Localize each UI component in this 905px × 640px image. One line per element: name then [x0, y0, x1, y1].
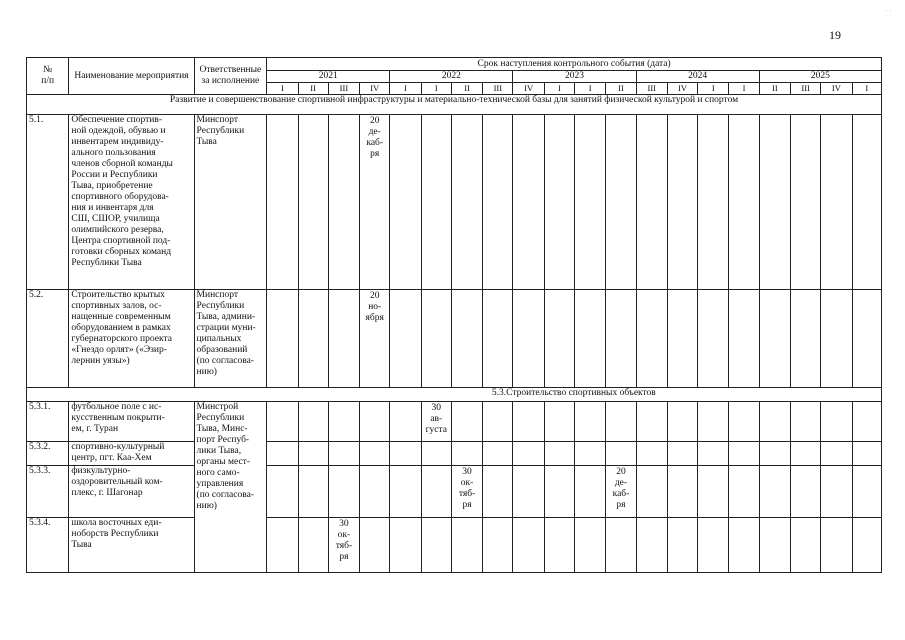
- row-responsible: Минспорт Республики Тыва, админи- страции муни- ципальных образований (по согласова- нию): [194, 290, 267, 388]
- header-name: Наименование мероприятия: [69, 58, 194, 95]
- header-quarter: III: [483, 83, 513, 95]
- header-quarter: I: [852, 83, 881, 95]
- section-infrastructure: Развитие и совершенствование спортивной инфраструктуры и материально-технической базы для занятий физической культурой и спортом: [27, 95, 882, 115]
- event-date: 20 де- каб- ря: [606, 466, 636, 518]
- header-quarter: III: [791, 83, 821, 95]
- table-row: [27, 442, 882, 466]
- header-quarter: I: [421, 83, 451, 95]
- header-quarter: I: [390, 83, 421, 95]
- header-year: 2023: [513, 71, 636, 83]
- row-name: Обеспечение спортив- ной одеждой, обувью и инвентарем индивиду- ального пользования членов сборной команды России и Республики Тыва, приобретение спортивного оборудова- ния и инвентаря для СШ, СШОР, училища олимпийского резерва, Центра спортивной под- готовки сборных команд Республики Тыва: [69, 115, 194, 290]
- table-row: [27, 402, 882, 442]
- header-quarter: IV: [513, 83, 544, 95]
- scan-mark: · ·: [885, 7, 892, 15]
- header-quarter: IV: [667, 83, 697, 95]
- row-number: 5.2.: [27, 290, 69, 388]
- header-year: 2024: [636, 71, 759, 83]
- row-name: школа восточных еди- ноборств Республики Тыва: [69, 518, 194, 573]
- table-row: [27, 115, 882, 290]
- header-quarter: IV: [821, 83, 852, 95]
- row-name: физкультурно- оздоровительный ком- плекс, г. Шагонар: [69, 466, 194, 518]
- header-quarter: III: [328, 83, 359, 95]
- header-year: 2021: [267, 71, 390, 83]
- event-date: 20 но- ября: [360, 290, 390, 388]
- header-quarter: IV: [360, 83, 390, 95]
- row-name: футбольное поле с ис- кусственным покрыти- ем, г. Туран: [69, 402, 194, 442]
- row-number: 5.3.3.: [27, 466, 69, 518]
- row-name: спортивно-культурный центр, пгт. Каа-Хем: [69, 442, 194, 466]
- header-quarter: I: [544, 83, 574, 95]
- header-deadline: Срок наступления контрольного события (дата): [267, 58, 882, 71]
- header-quarter: I: [698, 83, 729, 95]
- header-quarter: II: [759, 83, 790, 95]
- section-construction: 5.3.Строительство спортивных объектов: [267, 388, 882, 402]
- row-responsible: Минстрой Республики Тыва, Минс- порт Респуб- лики Тыва, органы мест- ного само- управления (по согласова- нию): [194, 402, 267, 573]
- control-events-table: [26, 57, 882, 573]
- header-year: 2022: [390, 71, 513, 83]
- event-date: 30 ок- тяб- ря: [451, 466, 482, 518]
- header-quarter: III: [636, 83, 667, 95]
- header-year: 2025: [759, 71, 881, 83]
- table-row: [27, 290, 882, 388]
- header-quarter: II: [451, 83, 482, 95]
- table-row: [27, 466, 882, 518]
- event-date: 20 де- каб- ря: [360, 115, 390, 290]
- event-date: 30 ав- густа: [421, 402, 451, 442]
- header-quarter: II: [606, 83, 636, 95]
- row-number: 5.1.: [27, 115, 69, 290]
- page-number: 19: [829, 28, 841, 42]
- event-date: 30 ок- тяб- ря: [328, 518, 359, 573]
- row-number: 5.3.2.: [27, 442, 69, 466]
- table-row: [27, 518, 882, 573]
- header-quarter: II: [298, 83, 328, 95]
- row-number: 5.3.1.: [27, 402, 69, 442]
- row-responsible: Минспорт Республики Тыва: [194, 115, 267, 290]
- header-quarter: I: [575, 83, 606, 95]
- header-num: № п/п: [27, 58, 69, 95]
- header-quarter: I: [267, 83, 298, 95]
- header-responsible: Ответственные за исполнение: [194, 58, 267, 95]
- row-name: Строительство крытых спортивных залов, ос- нащенные современным оборудованием в рамках губернаторского проекта «Гнездо орлят» («Эзир- лернин уязы»): [69, 290, 194, 388]
- row-number: 5.3.4.: [27, 518, 69, 573]
- header-quarter: I: [729, 83, 759, 95]
